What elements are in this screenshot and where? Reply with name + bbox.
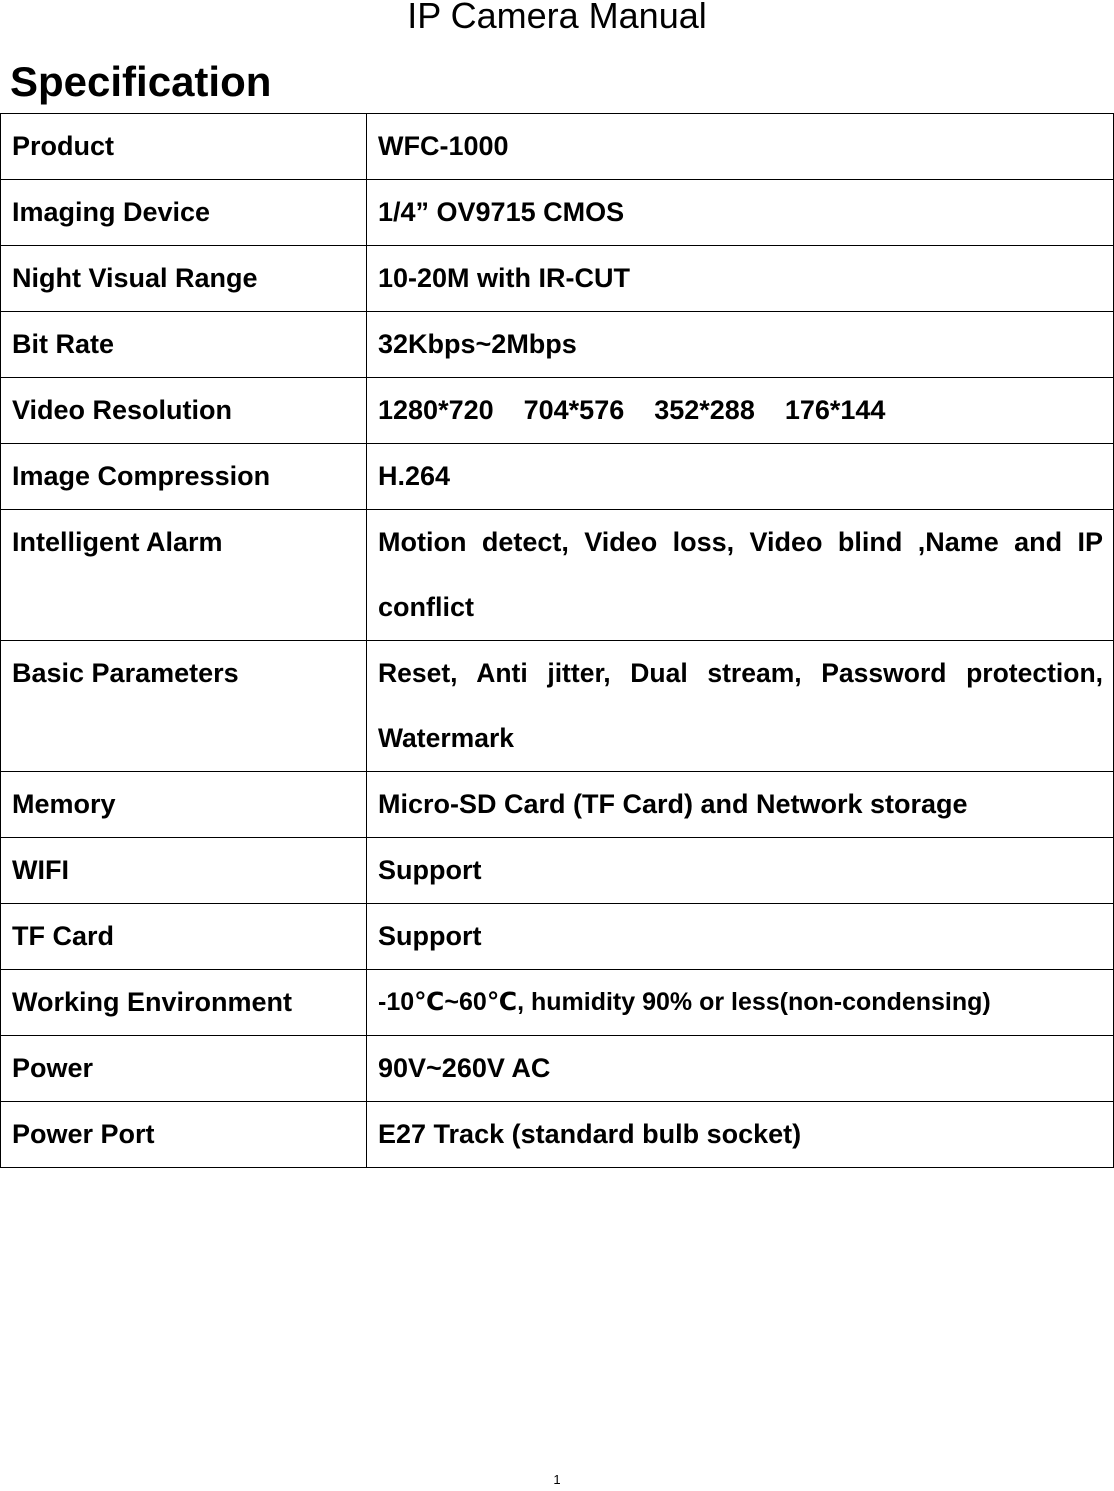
spec-label: Memory — [1, 772, 367, 838]
spec-value: H.264 — [367, 444, 1114, 510]
spec-label: Imaging Device — [1, 180, 367, 246]
page-number: 1 — [553, 1472, 561, 1487]
spec-value: 1280*720 704*576 352*288 176*144 — [367, 378, 1114, 444]
spec-value: Support — [367, 904, 1114, 970]
document-title: IP Camera Manual — [407, 0, 707, 36]
table-row — [1, 444, 1114, 510]
spec-value: Reset, Anti jitter, Dual stream, Password protection, Watermark — [367, 641, 1114, 772]
spec-value: 32Kbps~2Mbps — [367, 312, 1114, 378]
table-row — [1, 1036, 1114, 1102]
table-row — [1, 114, 1114, 180]
table-row — [1, 970, 1114, 1036]
table-row — [1, 1102, 1114, 1168]
spec-label: Working Environment — [1, 970, 367, 1036]
table-row — [1, 180, 1114, 246]
spec-value: Micro-SD Card (TF Card) and Network storage — [367, 772, 1114, 838]
table-row — [1, 312, 1114, 378]
spec-value: 1/4” OV9715 CMOS — [367, 180, 1114, 246]
spec-label: WIFI — [1, 838, 367, 904]
spec-value: 90V~260V AC — [367, 1036, 1114, 1102]
spec-value: 10-20M with IR-CUT — [367, 246, 1114, 312]
spec-label: Intelligent Alarm — [1, 510, 367, 641]
spec-value: Motion detect, Video loss, Video blind ,Name and IP conflict — [367, 510, 1114, 641]
table-row — [1, 510, 1114, 641]
spec-label: Basic Parameters — [1, 641, 367, 772]
specification-table — [0, 113, 1114, 1168]
table-row — [1, 904, 1114, 970]
spec-label: Night Visual Range — [1, 246, 367, 312]
table-row — [1, 838, 1114, 904]
spec-value: Support — [367, 838, 1114, 904]
spec-label: Product — [1, 114, 367, 180]
spec-label: Bit Rate — [1, 312, 367, 378]
table-row — [1, 246, 1114, 312]
spec-label: TF Card — [1, 904, 367, 970]
section-heading: Specification — [10, 58, 272, 105]
spec-label: Power — [1, 1036, 367, 1102]
spec-label: Video Resolution — [1, 378, 367, 444]
table-row — [1, 772, 1114, 838]
spec-value: -10℃~60℃, humidity 90% or less(non-condensing) — [367, 970, 1114, 1036]
table-row — [1, 378, 1114, 444]
spec-value: E27 Track (standard bulb socket) — [367, 1102, 1114, 1168]
spec-label: Power Port — [1, 1102, 367, 1168]
table-row — [1, 641, 1114, 772]
spec-value: WFC-1000 — [367, 114, 1114, 180]
spec-label: Image Compression — [1, 444, 367, 510]
